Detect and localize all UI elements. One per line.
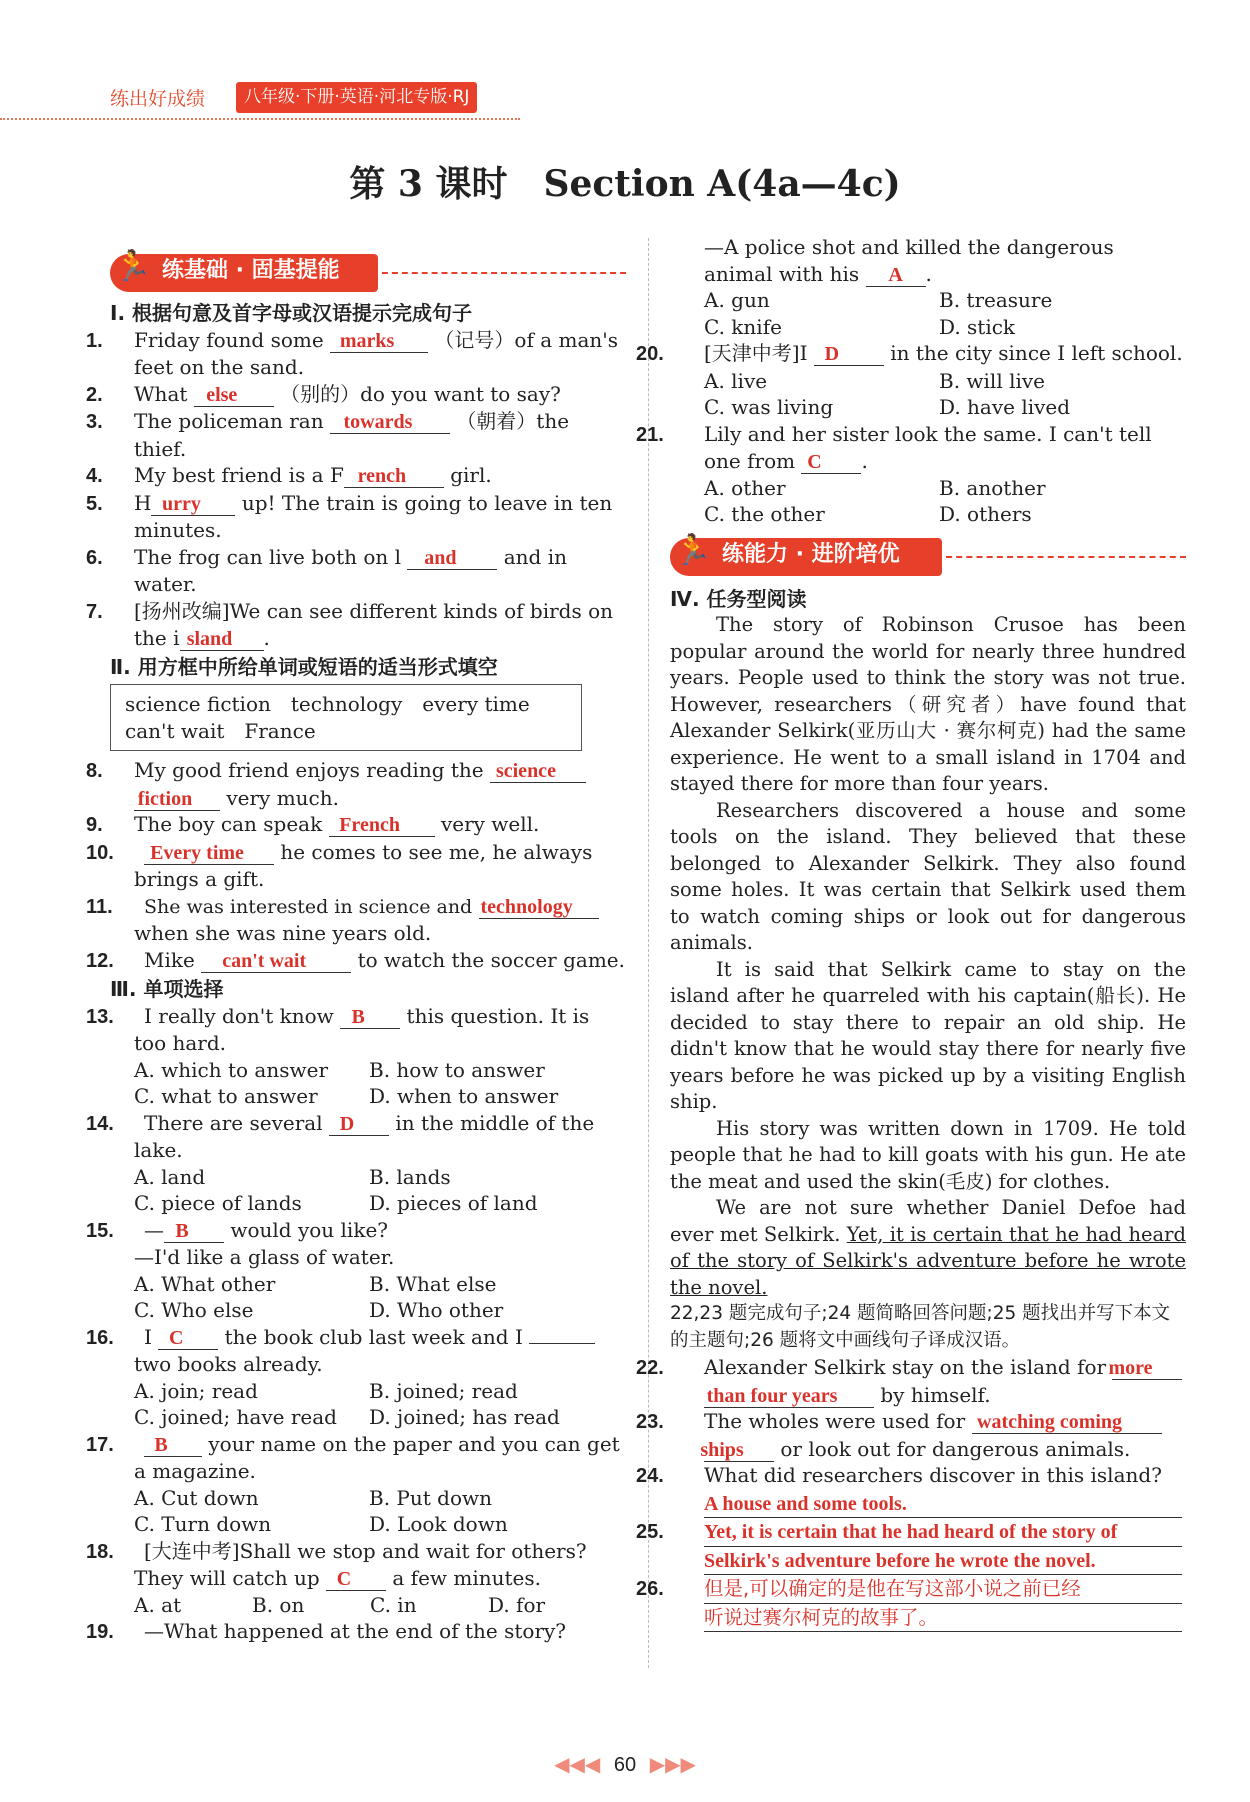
- section4-heading: Ⅳ. 任务型阅读: [670, 586, 807, 611]
- q9: 9. The boy can speak French very well.: [86, 812, 540, 836]
- word-box-line2: can't wait France: [125, 718, 316, 743]
- option[interactable]: A. which to answer: [134, 1057, 329, 1082]
- q25: 25. Yet, it is certain that he had heard of the story of Selkirk's adventure before he wrote the novel.: [670, 1518, 1186, 1575]
- answer-blank[interactable]: C: [326, 1568, 386, 1591]
- option[interactable]: A. What other: [134, 1271, 276, 1296]
- answer-blank[interactable]: Every time: [144, 842, 274, 865]
- q1: 1. Friday found some marks （记号）of a man's feet on the sand.: [86, 327, 619, 379]
- option[interactable]: A. gun: [704, 288, 770, 312]
- section1-heading: Ⅰ. 根据句意及首字母或汉语提示完成句子: [110, 301, 473, 325]
- option[interactable]: D. for: [488, 1592, 546, 1617]
- q20: 20. [天津中考]I D in the city since I left school.: [636, 341, 1183, 365]
- q19: 19. —What happened at the end of the story?: [86, 1619, 567, 1643]
- q5: 5. H urry up! The train is going to leave in ten minutes.: [86, 490, 613, 542]
- q11: 11. She was interested in science and technology when she was nine years old.: [110, 893, 626, 947]
- q21: 21. Lily and her sister look the same. I can't tell one from C .: [636, 421, 1152, 473]
- word-box: [110, 684, 582, 751]
- option[interactable]: B. What else: [369, 1271, 497, 1296]
- q4: 4. My best friend is a F rench girl.: [86, 463, 492, 487]
- option[interactable]: A. Cut down: [134, 1485, 259, 1510]
- option[interactable]: A. join; read: [134, 1378, 258, 1403]
- option[interactable]: B. treasure: [939, 288, 1053, 312]
- paragraph: His story was written down in 1709. He told people that he had to kill goats with his gun. He ate the meat and used the skin(毛皮) for clothes.: [670, 1116, 1186, 1193]
- q22: 22. Alexander Selkirk stay on the island for more than four years by himself.: [670, 1354, 1186, 1408]
- option[interactable]: C. the other: [704, 502, 825, 526]
- option[interactable]: C. joined; have read: [134, 1405, 337, 1429]
- answer-line[interactable]: Yet, it is certain that he had heard of the story of: [704, 1519, 1182, 1547]
- option[interactable]: D. have lived: [939, 395, 1071, 419]
- answer-blank[interactable]: B: [144, 1434, 202, 1457]
- answer-blank[interactable]: towards: [330, 411, 450, 434]
- option[interactable]: B. how to answer: [369, 1057, 545, 1082]
- answer-blank[interactable]: than four years: [704, 1385, 874, 1408]
- option[interactable]: C. was living: [704, 395, 834, 419]
- answer-blank[interactable]: science: [490, 760, 586, 783]
- next-arrows-icon: ▶▶▶: [649, 1754, 696, 1776]
- paragraph: Researchers discovered a house and some tools on the island. They believed that these belonged to Alexander Selkirk. They also found some holes. It was certain that Selkirk used them to watch coming ships or look out for dangerous animals.: [670, 798, 1186, 954]
- q14: 14. There are several D in the middle of the lake.: [86, 1110, 595, 1162]
- answer-blank[interactable]: watching coming: [972, 1411, 1162, 1434]
- q6: 6. The frog can live both on l and and in water.: [86, 544, 567, 596]
- answer-line[interactable]: 但是,可以确定的是他在写这部小说之前已经: [704, 1576, 1182, 1604]
- q19-continued: —A police shot and killed the dangerous animal with his A .: [704, 235, 1114, 286]
- option[interactable]: D. when to answer: [369, 1084, 559, 1108]
- runner-icon: 🏃: [114, 249, 152, 284]
- q10: 10. Every time he comes to see me, he always brings a gift.: [86, 839, 593, 891]
- option[interactable]: B. will live: [939, 368, 1046, 393]
- answer-blank[interactable]: and: [407, 547, 497, 570]
- banner-advanced: [670, 532, 1186, 580]
- answer-blank[interactable]: else: [194, 384, 274, 407]
- q15: 15. — B would you like?: [86, 1217, 389, 1242]
- answer-blank[interactable]: marks: [330, 330, 428, 353]
- answer-blank[interactable]: ships: [704, 1439, 774, 1462]
- option[interactable]: C. what to answer: [134, 1084, 318, 1108]
- q7: 7. [扬州改编]We can see different kinds of birds on the i sland .: [86, 598, 614, 650]
- option[interactable]: B. another: [939, 475, 1046, 500]
- q8: 8. My good friend enjoys reading the science fiction very much.: [110, 757, 626, 811]
- answer-blank[interactable]: technology: [479, 896, 599, 919]
- prev-arrows-icon: ◀◀◀: [554, 1754, 601, 1776]
- option[interactable]: B. lands: [369, 1164, 451, 1189]
- option[interactable]: C. Turn down: [134, 1512, 272, 1536]
- page-number: 60: [613, 1754, 637, 1776]
- empty-blank[interactable]: [529, 1343, 595, 1344]
- paragraph: It is said that Selkirk came to stay on the island after he quarreled with his captain(船长). He decided to stay there to repair an old ship. He didn't know that he would stay there for nearly five years before he was picked up by a visiting English ship.: [670, 957, 1186, 1113]
- option[interactable]: C. piece of lands: [134, 1191, 302, 1215]
- answer-blank[interactable]: sland: [180, 628, 264, 651]
- option[interactable]: D. Look down: [369, 1512, 508, 1536]
- runner-icon: 🏃: [674, 532, 712, 568]
- banner-advanced-label: 练能力 · 进阶培优: [722, 541, 900, 567]
- passage: [670, 612, 1186, 1301]
- answer-blank[interactable]: D: [814, 343, 884, 366]
- q17: 17. B your name on the paper and you can get a magazine.: [86, 1431, 620, 1483]
- option[interactable]: D. joined; has read: [369, 1405, 560, 1429]
- section3-heading: Ⅲ. 单项选择: [110, 977, 224, 1001]
- answer-line[interactable]: 听说过赛尔柯克的故事了。: [704, 1605, 1182, 1633]
- right-column: [636, 234, 1186, 1632]
- option[interactable]: C. in: [370, 1592, 417, 1617]
- column-divider: [648, 238, 649, 1668]
- q13: 13. I really don't know B this question. It is too hard.: [86, 1003, 590, 1055]
- header: [0, 78, 560, 126]
- option[interactable]: D. stick: [939, 314, 1016, 339]
- answer-blank[interactable]: D: [329, 1113, 389, 1136]
- banner-basic-label: 练基础 · 固基提能: [162, 258, 340, 283]
- answer-line[interactable]: A house and some tools.: [704, 1491, 1182, 1519]
- header-tag: 八年级·下册·英语·河北专版·RJ: [236, 82, 477, 113]
- section2-heading: Ⅱ. 用方框中所给单词或短语的适当形式填空: [110, 654, 498, 679]
- q16: 16. I C the book club last week and I two books already.: [110, 1324, 626, 1378]
- answer-blank[interactable]: C: [801, 451, 861, 474]
- brand: 练出好成绩: [110, 88, 206, 110]
- word-box-line1: science fiction technology every time: [125, 692, 530, 716]
- q24: 24. What did researchers discover in this island? A house and some tools.: [670, 1462, 1186, 1518]
- option[interactable]: B. joined; read: [369, 1378, 518, 1403]
- option[interactable]: A. other: [704, 475, 786, 500]
- answer-blank[interactable]: rench: [344, 465, 444, 488]
- answer-blank[interactable]: fiction: [134, 788, 220, 811]
- option[interactable]: D. Who other: [369, 1298, 504, 1322]
- paragraph: The story of Robinson Crusoe has been popular around the world for nearly three hundred years. People used to think the story was not true. However, researchers（研究者）have found that Alexander Selkirk(亚历山大 · 赛尔柯克) had the same experience. He went to a small island in 1704 and stayed there for more than four years.: [670, 613, 1186, 795]
- answer-blank[interactable]: B: [340, 1006, 400, 1029]
- answer-blank[interactable]: B: [164, 1220, 224, 1243]
- q3: 3. The policeman ran towards （朝着）the thief.: [86, 409, 570, 461]
- answer-line[interactable]: Selkirk's adventure before he wrote the novel.: [704, 1548, 1182, 1576]
- q23: 23. The wholes were used for watching coming ships or look out for dangerous animals.: [670, 1408, 1186, 1462]
- option[interactable]: D. others: [939, 502, 1032, 526]
- q26: 26. 但是,可以确定的是他在写这部小说之前已经 听说过赛尔柯克的故事了。: [670, 1575, 1186, 1632]
- option[interactable]: D. pieces of land: [369, 1191, 538, 1215]
- option[interactable]: C. knife: [704, 314, 782, 339]
- answer-blank[interactable]: French: [329, 814, 435, 837]
- q12: 12. Mike can't wait to watch the soccer game.: [86, 947, 625, 972]
- option[interactable]: C. Who else: [134, 1298, 254, 1322]
- instructions: 22,23 题完成句子;24 题简略回答问题;25 题找出并写下本文的主题句;26 题将文中画线句子译成汉语。: [670, 1303, 1171, 1351]
- q18: 18. [大连中考]Shall we stop and wait for others? They will catch up C a few minutes.: [86, 1538, 587, 1590]
- header-dotted-line: [0, 118, 520, 120]
- left-column: [86, 249, 626, 1646]
- option[interactable]: A. at: [134, 1592, 182, 1617]
- q2: 2. What else （别的）do you want to say?: [86, 381, 561, 406]
- option[interactable]: B. Put down: [369, 1485, 492, 1510]
- page-footer: [0, 1752, 1250, 1779]
- option[interactable]: B. on: [252, 1592, 305, 1617]
- banner-basic: [110, 249, 626, 294]
- paragraph: We are not sure whether Daniel Defoe had ever met Selkirk. Yet, it is certain that he had heard of the story of Selkirk's adventure before he wrote the novel.: [670, 1196, 1186, 1299]
- underlined-sentence: Yet, it is certain that he had heard of the story of Selkirk's adventure before he wrote the novel.: [670, 1222, 1186, 1299]
- option[interactable]: A. live: [704, 368, 768, 393]
- option[interactable]: A. land: [134, 1164, 206, 1189]
- answer-blank[interactable]: urry: [151, 493, 235, 516]
- answer-blank[interactable]: C: [158, 1327, 218, 1350]
- q15-reply: —I'd like a glass of water.: [134, 1245, 395, 1269]
- page-title: 第 3 课时 Section A(4a—4c): [349, 163, 901, 205]
- answer-blank[interactable]: more: [1112, 1357, 1182, 1380]
- answer-blank[interactable]: can't wait: [201, 950, 351, 973]
- answer-blank[interactable]: A: [866, 264, 926, 287]
